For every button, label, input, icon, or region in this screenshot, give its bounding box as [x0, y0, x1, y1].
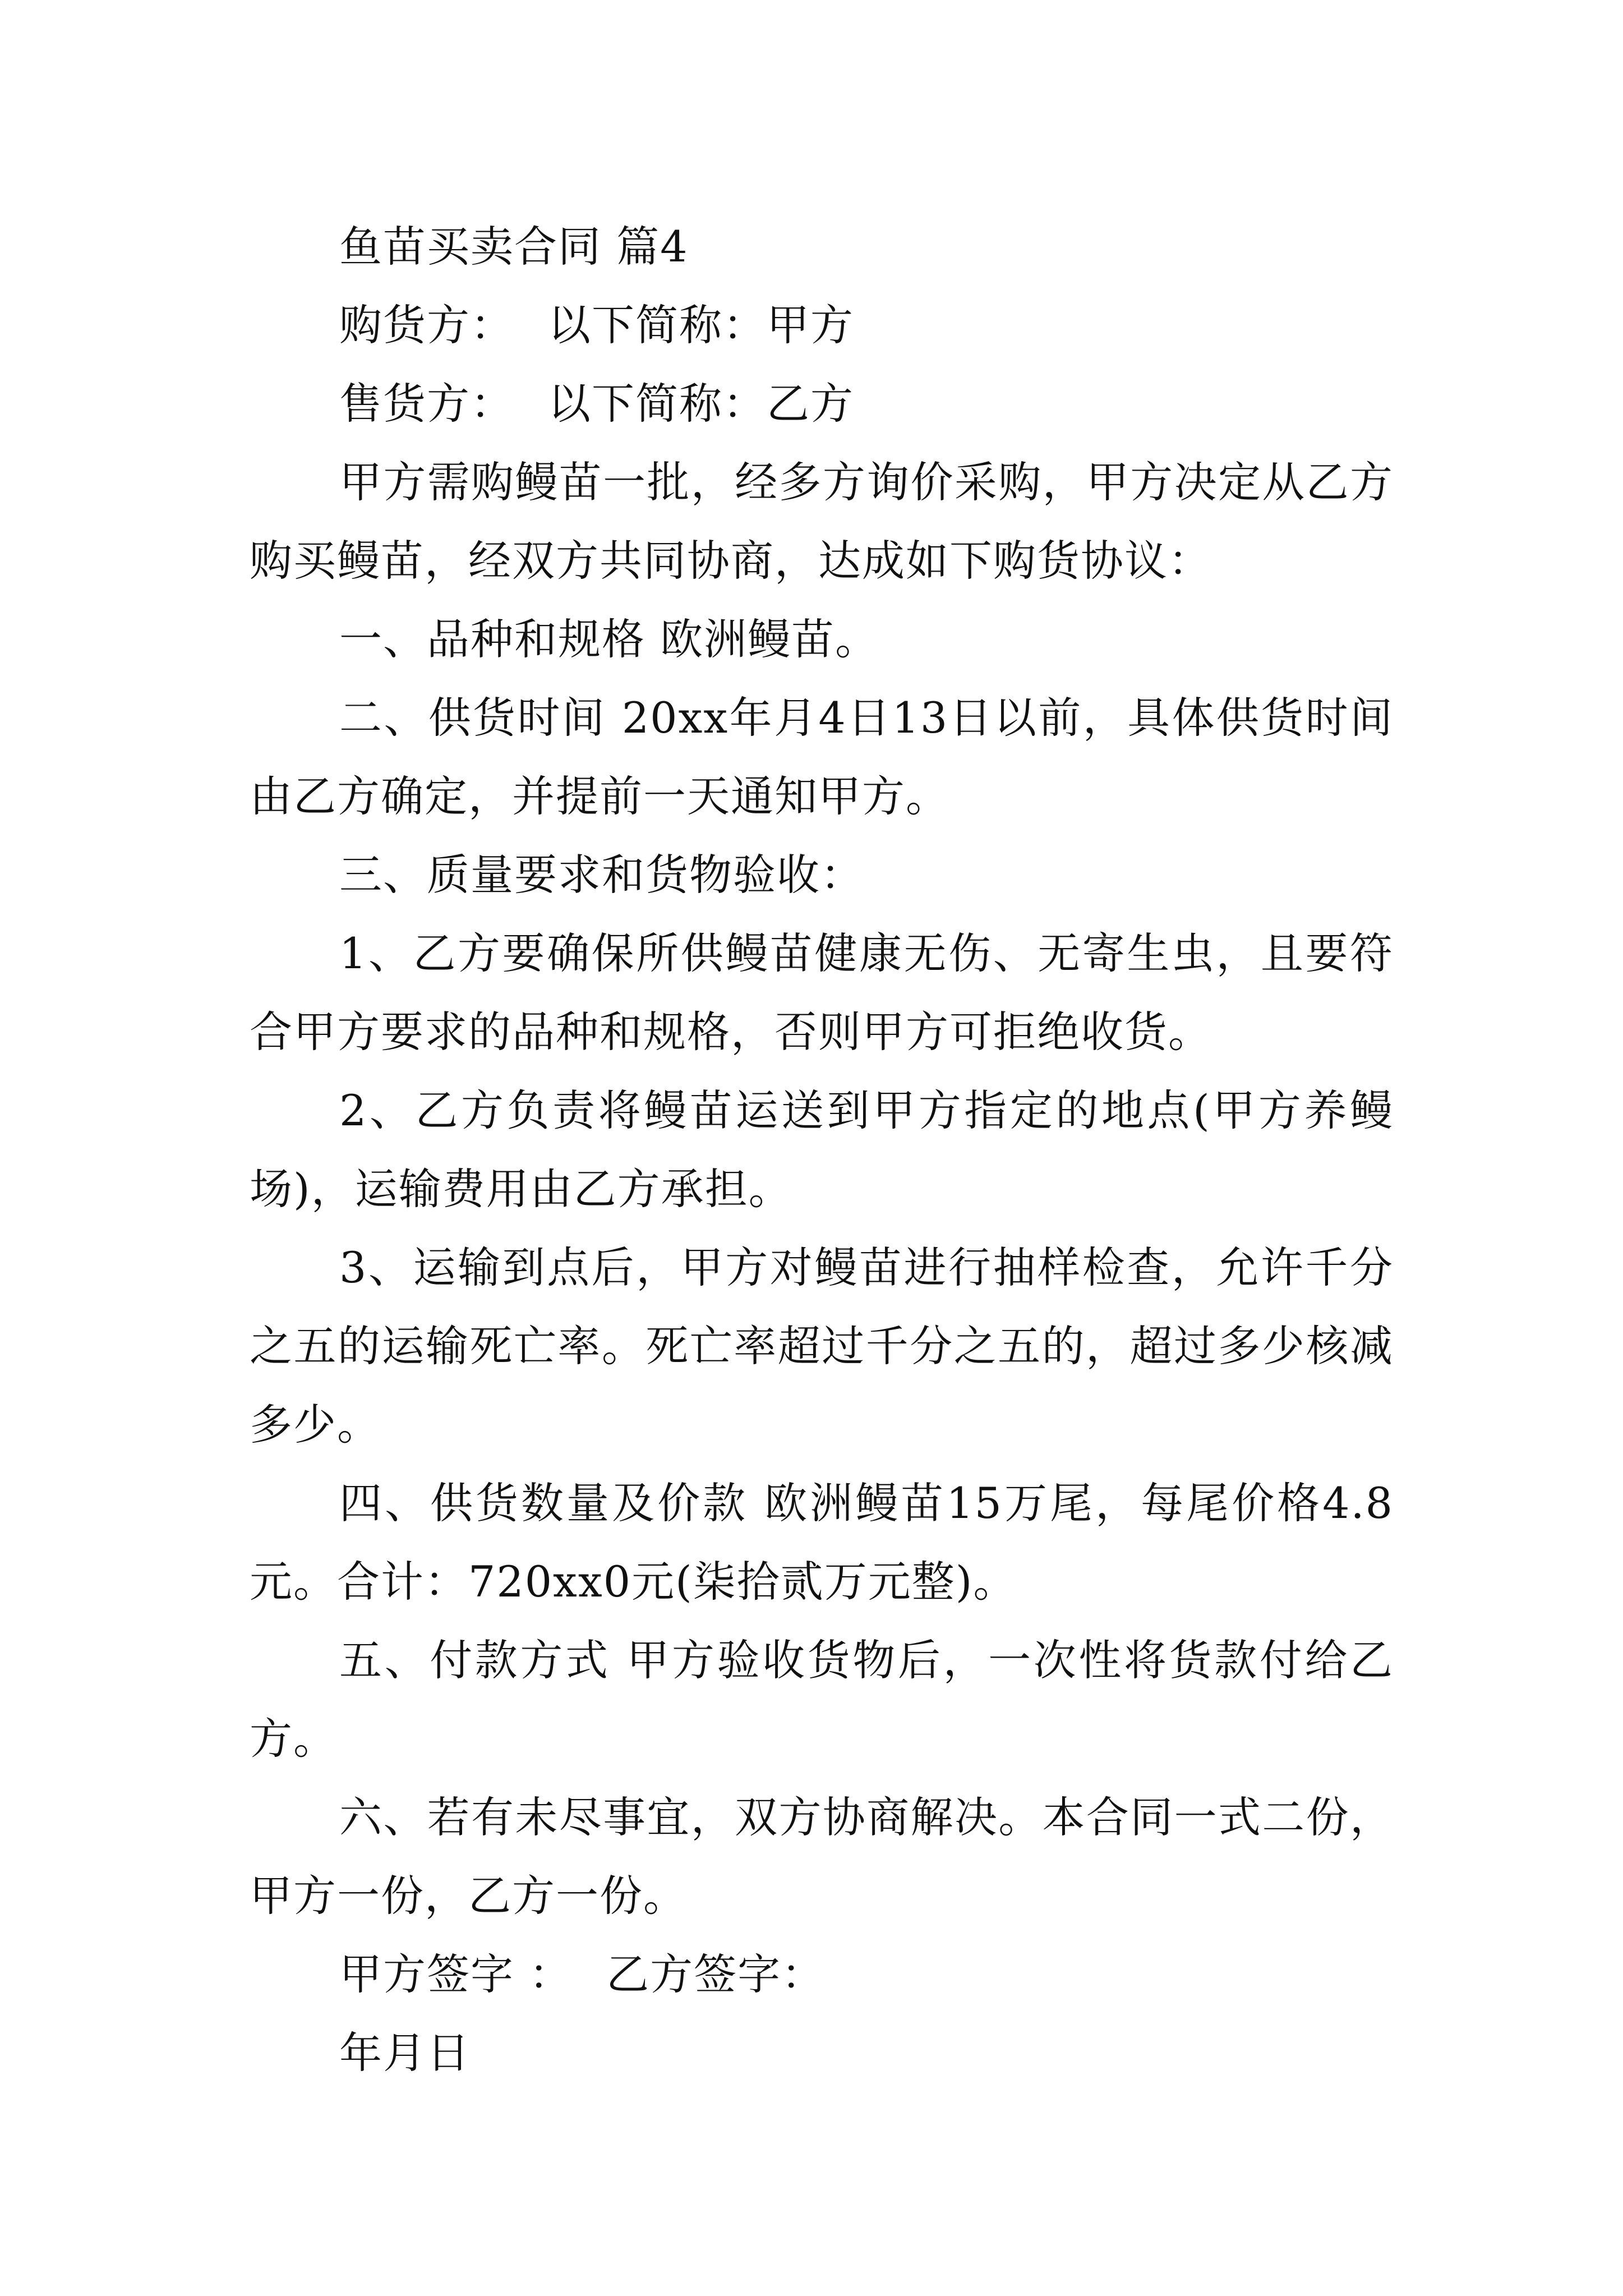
clause-3-item-2: 2、乙方负责将鳗苗运送到甲方指定的地点(甲方养鳗场)，运输费用由乙方承担。 — [250, 1085, 1394, 1214]
buyer-label: 购货方： — [339, 300, 514, 350]
party-a-signature-label: 甲方签字 ： — [339, 1949, 573, 1999]
clause-4: 四、供货数量及价款 欧洲鳗苗15万尾，每尾价格4.8元。合计：720xx0元(柒拾贰万元整)。 — [250, 1478, 1394, 1607]
buyer-line — [250, 286, 1394, 365]
seller-label: 售货方： — [339, 379, 514, 429]
clause-3-item-3: 3、运输到点后，甲方对鳗苗进行抽样检查，允许千分之五的运输死亡率。死亡率超过千分之五的，超过多少核减多少。 — [250, 1243, 1394, 1450]
intro-paragraph: 甲方需购鳗苗一批，经多方询价采购，甲方决定从乙方购买鳗苗，经双方共同协商，达成如下购货协议： — [250, 457, 1394, 586]
signature-line — [250, 1935, 1394, 2014]
buyer-value: 以下简称：甲方 — [548, 300, 854, 350]
party-b-signature-label: 乙方签字： — [606, 1949, 826, 1999]
clause-1: 一、品种和规格 欧洲鳗苗。 — [339, 614, 879, 664]
seller-line — [250, 365, 1394, 443]
clause-6: 六、若有未尽事宜，双方协商解决。本合同一式二份，甲方一份，乙方一份。 — [250, 1792, 1394, 1921]
seller-value: 以下简称：乙方 — [548, 379, 854, 429]
clause-5: 五、付款方式 甲方验收货物后，一次性将货款付给乙方。 — [250, 1635, 1394, 1764]
clause-3-item-1: 1、乙方要确保所供鳗苗健康无伤、无寄生虫，且要符合甲方要求的品种和规格，否则甲方可拒绝收货。 — [250, 928, 1394, 1057]
document-body — [250, 208, 1394, 2092]
clause-2: 二、供货时间 20xx年月4日13日以前，具体供货时间由乙方确定，并提前一天通知甲方。 — [250, 693, 1394, 821]
document-title: 鱼苗买卖合同 篇4 — [339, 222, 689, 272]
date-line: 年月日 — [339, 2028, 471, 2078]
clause-3-heading: 三、质量要求和货物验收： — [339, 850, 864, 900]
